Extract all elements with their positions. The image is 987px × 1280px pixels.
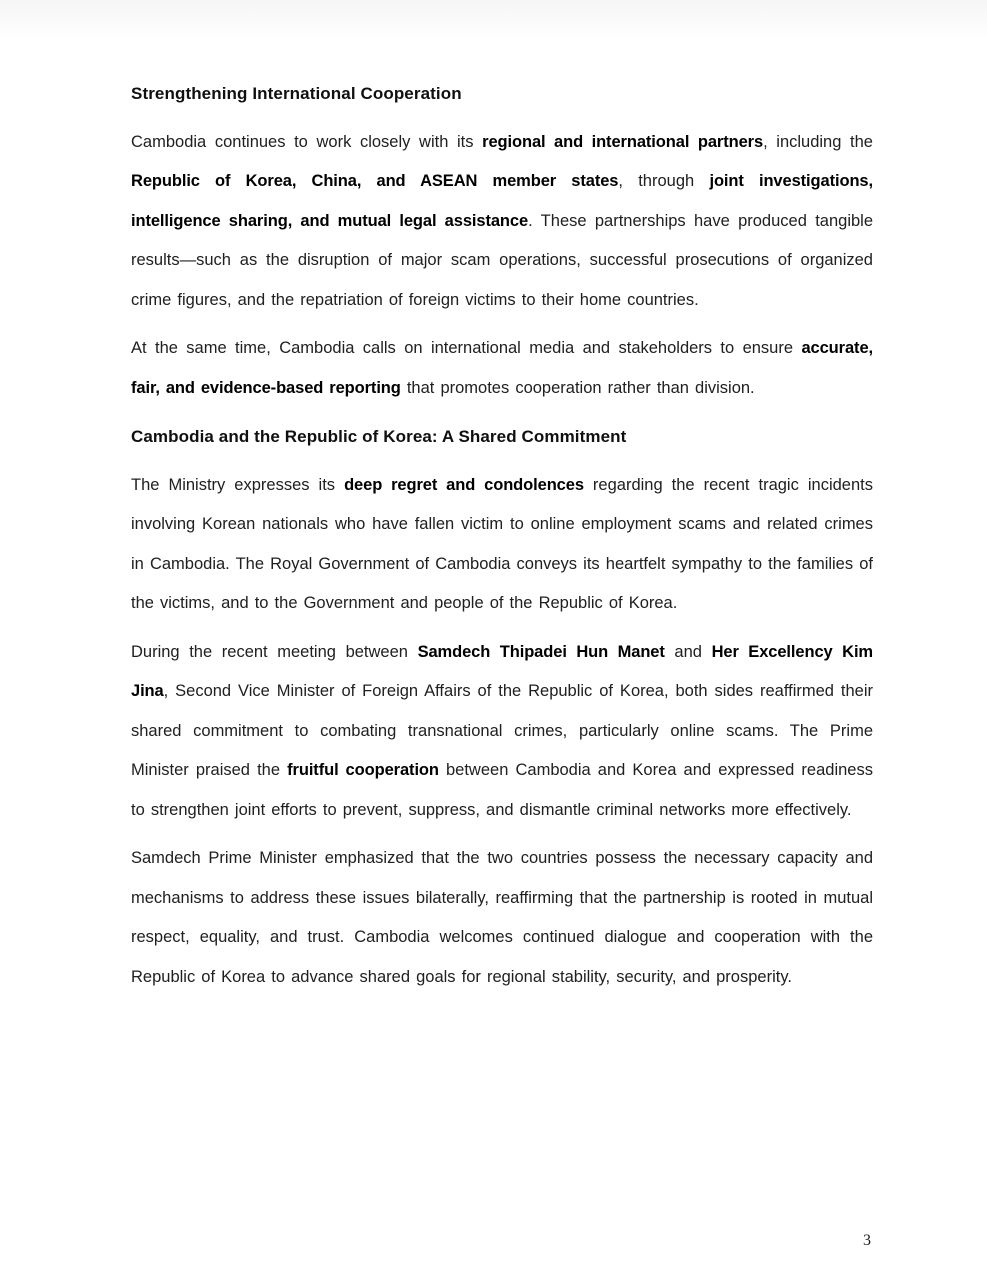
bold-text-run: joint investigations, intelligence sharing, and mutual legal assistance — [131, 172, 873, 230]
paragraph — [131, 329, 873, 408]
paragraph — [131, 633, 873, 831]
paragraph — [131, 466, 873, 624]
section-heading: Cambodia and the Republic of Korea: A Shared Commitment — [131, 427, 627, 446]
bold-text-run: Samdech Thipadei Hun Manet — [417, 642, 665, 661]
bold-text-run: fruitful cooperation — [287, 761, 439, 779]
text-run: , including the — [763, 132, 873, 151]
bold-text-run: Republic of Korea, China, and ASEAN member states — [131, 172, 619, 190]
scan-artifact-band — [0, 0, 987, 40]
text-run: , through — [618, 172, 710, 190]
paragraph — [131, 839, 873, 997]
text-run: , Second Vice Minister of Foreign Affairs of the Republic of Korea, both sides reaffirmed their shared commitment to combating transnational crimes, particularly online scams. The Prime Minister praised the — [131, 682, 873, 779]
section-heading: Strengthening International Cooperation — [131, 84, 462, 103]
paragraph — [131, 123, 873, 321]
bold-text-run: regional and international partners — [482, 132, 764, 151]
document-body — [131, 74, 873, 1006]
page-number: 3 — [863, 1232, 871, 1249]
text-run: . These partnerships have produced tangible results—such as the disruption of major scam operations, successful prosecutions of organized crime figures, and the repatriation of foreign victims to their home countries. — [131, 211, 874, 309]
text-run: Cambodia continues to work closely with its — [131, 132, 483, 151]
text-run: and — [664, 642, 712, 661]
bold-text-run: Her Excellency Kim Jina — [131, 642, 873, 700]
text-run: between Cambodia and Korea and expressed readiness to strengthen joint efforts to prevent, suppress, and dismantle criminal networks more effectively. — [131, 761, 873, 819]
text-run: Samdech Prime Minister emphasized that the two countries possess the necessary capacity and mechanisms to address these issues bilaterally, reaffirming that the partnership is rooted in mutual respect, equality, and trust. Cambodia welcomes continued dialogue and cooperation with the Republic of Korea to advance shared goals for regional stability, security, and prosperity. — [131, 849, 873, 986]
text-run: that promotes cooperation rather than division. — [400, 378, 755, 397]
text-run: During the recent meeting between — [131, 642, 418, 661]
text-run: At the same time, Cambodia calls on international media and stakeholders to ensure — [131, 339, 802, 357]
bold-text-run: deep regret and condolences — [344, 475, 584, 494]
text-run: The Ministry expresses its — [131, 475, 345, 494]
text-run: regarding the recent tragic incidents involving Korean nationals who have fallen victim to online employment scams and related crimes in Cambodia. The Royal Government of Cambodia conveys its heartfelt sympathy to the families of the victims, and to the Government and people of the Republic of Korea. — [131, 475, 873, 612]
bold-text-run: accurate, fair, and evidence-based reporting — [131, 339, 873, 397]
